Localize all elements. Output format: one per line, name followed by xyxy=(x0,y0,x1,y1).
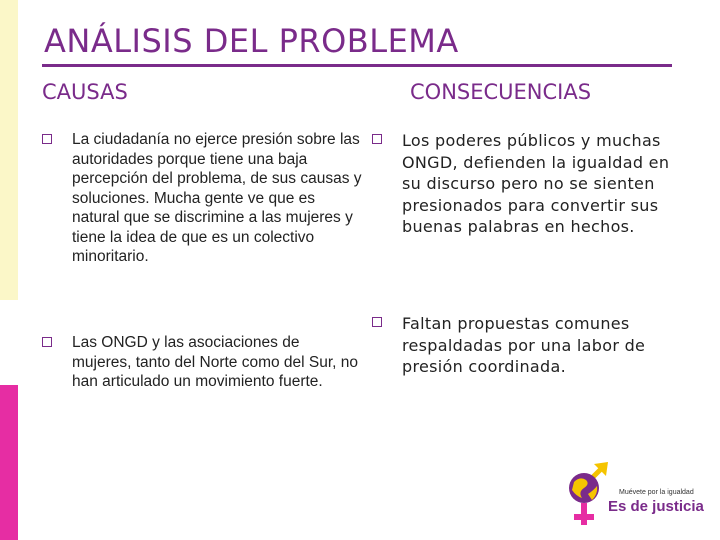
logo-tagline: Muévete por la igualdad xyxy=(619,489,694,496)
accent-bar-white xyxy=(0,300,18,385)
consequences-heading: CONSECUENCIAS xyxy=(410,80,592,104)
square-bullet-icon xyxy=(42,337,52,347)
square-bullet-icon xyxy=(372,317,382,327)
accent-bar-yellow xyxy=(0,0,18,300)
consequence-text: Faltan propuestas comunes respaldadas por una labor de presión coordinada. xyxy=(402,314,646,376)
title-underline xyxy=(42,64,672,67)
causes-heading: CAUSAS xyxy=(42,80,128,104)
square-bullet-icon xyxy=(372,134,382,144)
logo-name: Es de justicia xyxy=(608,498,704,515)
side-accent-bar xyxy=(0,0,18,540)
cause-text: La ciudadanía no ejerce presión sobre las autoridades porque tiene una baja percepción del problema, de sus causas y soluciones. Mucha gente ve que es natural que se discrimine a las mujeres y tiene la idea de que es un colectivo minoritario. xyxy=(72,131,362,265)
cause-text: Las ONGD y las asociaciones de mujeres, tanto del Norte como del Sur, no han articulado un movimiento fuerte. xyxy=(72,334,359,390)
consequence-text: Los poderes públicos y muchas ONGD, defienden la igualdad en su discurso pero no se sienten presionados para convertir sus buenas palabras en hechos. xyxy=(402,131,670,236)
square-bullet-icon xyxy=(42,134,52,144)
accent-bar-magenta xyxy=(0,385,18,540)
slide-title: ANÁLISIS DEL PROBLEMA xyxy=(44,22,459,60)
